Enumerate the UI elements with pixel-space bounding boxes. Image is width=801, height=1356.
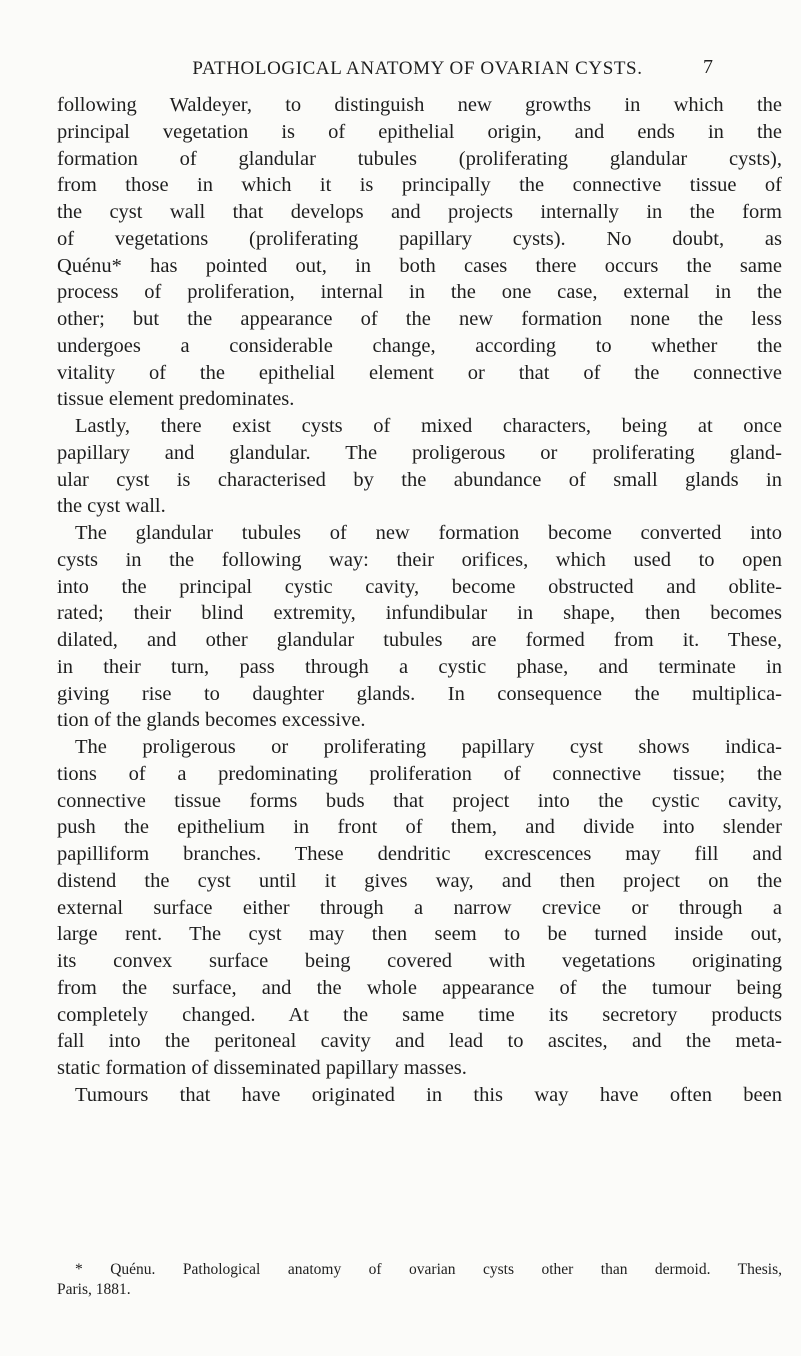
footnote-line: * Quénu. Pathological anatomy of ovarian cysts other than dermoid. Thesis, xyxy=(75,1261,782,1278)
text-line: formation of glandular tubules (proliferating glandular cysts), xyxy=(57,147,782,170)
text-line: external surface either through a narrow crevice or through a xyxy=(57,896,782,919)
text-line: tions of a predominating proliferation of connective tissue; the xyxy=(57,762,782,785)
text-line: ular cyst is characterised by the abundance of small glands in xyxy=(57,468,782,491)
body-text xyxy=(57,92,782,1109)
text-line: from the surface, and the whole appearance of the tumour being xyxy=(57,976,782,999)
footnote xyxy=(57,1260,782,1300)
text-line: other; but the appearance of the new formation none the less xyxy=(57,308,782,330)
text-line: tissue element predominates. xyxy=(57,388,295,411)
text-line: push the epithelium in front of them, and divide into slender xyxy=(57,816,782,839)
text-line: distend the cyst until it gives way, and then project on the xyxy=(57,869,782,892)
text-line: rated; their blind extremity, infundibular in shape, then becomes xyxy=(57,602,782,625)
text-line: following Waldeyer, to distinguish new growths in which the xyxy=(57,94,782,116)
text-line: into the principal cystic cavity, become obstructed and oblite- xyxy=(57,575,782,598)
text-line: the cyst wall. xyxy=(57,495,166,518)
text-line: in their turn, pass through a cystic phase, and terminate in xyxy=(57,655,782,678)
text-line: from those in which it is principally the connective tissue of xyxy=(57,174,782,197)
text-line: connective tissue forms buds that project into the cystic cavity, xyxy=(57,789,782,812)
page-number: 7 xyxy=(703,56,713,78)
text-line: tion of the glands becomes excessive. xyxy=(57,709,366,732)
text-line: Tumours that have originated in this way have often been xyxy=(75,1083,782,1106)
text-line: the cyst wall that develops and projects internally in the form xyxy=(57,201,782,223)
text-line: completely changed. At the same time its secretory products xyxy=(57,1003,782,1026)
text-line: dilated, and other glandular tubules are formed from it. These, xyxy=(57,629,782,651)
text-line: undergoes a considerable change, according to whether the xyxy=(57,334,782,357)
text-line: giving rise to daughter glands. In consequence the multiplica- xyxy=(57,682,782,705)
text-line: Quénu* has pointed out, in both cases there occurs the same xyxy=(57,254,782,277)
footnote-line: Paris, 1881. xyxy=(57,1281,131,1298)
text-line: its convex surface being covered with vegetations originating xyxy=(57,950,782,972)
text-line: The proligerous or proliferating papillary cyst shows indica- xyxy=(75,736,782,758)
text-line: of vegetations (proliferating papillary cysts). No doubt, as xyxy=(57,227,782,250)
text-line: static formation of disseminated papillary masses. xyxy=(57,1057,467,1079)
text-line: papillary and glandular. The proligerous or proliferating gland- xyxy=(57,441,782,464)
text-line: fall into the peritoneal cavity and lead to ascites, and the meta- xyxy=(57,1030,782,1053)
text-line: principal vegetation is of epithelial origin, and ends in the xyxy=(57,120,782,143)
text-line: Lastly, there exist cysts of mixed characters, being at once xyxy=(75,415,782,437)
text-line: vitality of the epithelial element or that of the connective xyxy=(57,361,782,384)
text-line: large rent. The cyst may then seem to be turned inside out, xyxy=(57,923,782,946)
text-line: process of proliferation, internal in the one case, external in the xyxy=(57,281,782,304)
text-line: papilliform branches. These dendritic excrescences may fill and xyxy=(57,843,782,865)
running-title: PATHOLOGICAL ANATOMY OF OVARIAN CYSTS. xyxy=(192,58,643,79)
text-line: The glandular tubules of new formation become converted into xyxy=(75,522,782,544)
text-line: cysts in the following way: their orifices, which used to open xyxy=(57,548,782,571)
